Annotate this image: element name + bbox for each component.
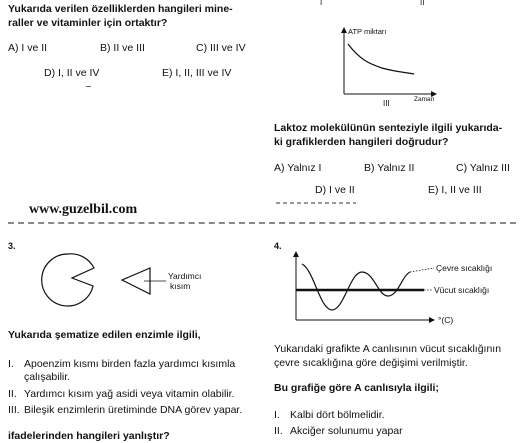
- q3-statement-1: [8, 358, 235, 370]
- q3-statement-3: [8, 404, 242, 416]
- option-b[interactable]: B) II ve III: [100, 42, 145, 54]
- legend-environment-temperature: Çevre sıcaklığı: [436, 263, 493, 273]
- faded-text-strip: [276, 202, 356, 204]
- q4-statement-1: [274, 409, 385, 421]
- q4-statement-1-roman: I.: [274, 409, 280, 421]
- env-legend-leader: [410, 268, 434, 272]
- atp-graph: [330, 22, 440, 102]
- coenzyme-label-line1: Yardımcı: [168, 271, 202, 281]
- option-a[interactable]: A) I ve II: [8, 42, 48, 54]
- coenzyme-label-line2: kısım: [170, 281, 191, 291]
- question-3-number: 3.: [8, 241, 16, 251]
- website-label: www.guzelbil.com: [29, 202, 138, 217]
- question-3-footer: ifadelerinden hangileri yanlıştır?: [8, 430, 170, 442]
- question-top-left-line1: Yukarıda verilen özelliklerden hangileri mine-: [8, 3, 233, 15]
- option-b-right[interactable]: B) Yalnız II: [364, 162, 415, 174]
- q3-statement-1-cont: çalışabilir.: [24, 371, 71, 383]
- option-a-right[interactable]: A) Yalnız I: [274, 162, 322, 174]
- atp-graph-x-label: Zaman: [414, 96, 435, 102]
- q3-statement-3-text: Bileşik enzimlerin üretiminde DNA görev yapar.: [24, 404, 243, 416]
- question-4-number: 4.: [274, 241, 282, 251]
- q3-statement-2-roman: II.: [8, 388, 17, 400]
- question-top-left-line2: raller ve vitaminler için ortaktır?: [8, 17, 168, 29]
- option-c-right[interactable]: C) Yalnız III: [456, 162, 510, 174]
- q3-statement-1-roman: I.: [8, 358, 14, 370]
- legend-body-temperature: Vücut sıcaklığı: [434, 285, 490, 295]
- option-d-right[interactable]: D) I ve II: [315, 184, 355, 196]
- q4-statement-2: [274, 425, 403, 437]
- q4-statement-2-text: Akciğer solunumu yapar: [290, 425, 403, 437]
- q4-text-line2: çevre sıcaklığına göre değişimi verilmiştir.: [274, 357, 468, 369]
- option-c[interactable]: C) III ve IV: [196, 42, 246, 54]
- q4-statement-1-text: Kalbi dört bölmelidir.: [290, 409, 385, 421]
- enzyme-pacman-shape: [42, 254, 94, 306]
- q4-text-line1: Yukarıdaki grafikte A canlısının vücut sıcaklığının: [274, 343, 502, 355]
- stray-mark: [86, 86, 91, 87]
- question-top-right-line2: ki grafiklerden hangileri doğrudur?: [274, 136, 449, 148]
- section-divider: [8, 222, 516, 224]
- temperature-graph: [282, 248, 524, 328]
- question-top-right-line1: Laktoz molekülünün senteziyle ilgili yukarıda-: [274, 122, 503, 134]
- q4-statement-2-roman: II.: [274, 425, 283, 437]
- q3-statement-2-text: Yardımcı kısım yağ asidi veya vitamin olabilir.: [24, 388, 235, 400]
- q3-statement-1-text: Apoenzim kısmı birden fazla yardımcı kısımla: [24, 358, 236, 370]
- q3-statement-2: [8, 388, 234, 400]
- question-4-stem: Bu grafiğe göre A canlısıyla ilgili;: [274, 382, 439, 394]
- q3-statement-3-roman: III.: [8, 404, 20, 416]
- enzyme-diagram: [40, 252, 210, 308]
- option-e-right[interactable]: E) I, II ve III: [428, 184, 482, 196]
- graph-label-ii: II: [420, 0, 425, 7]
- option-d[interactable]: D) I, II ve IV: [44, 67, 100, 79]
- graph-label-i: I: [320, 0, 323, 7]
- atp-graph-y-label: ATP miktarı: [348, 27, 387, 36]
- x-axis-unit: °(C): [438, 315, 454, 325]
- option-e[interactable]: E) I, II, III ve IV: [162, 67, 232, 79]
- atp-graph-curve: [348, 44, 414, 74]
- atp-graph-roman: III: [383, 99, 390, 108]
- environment-temperature-curve: [302, 264, 410, 310]
- question-3-stem: Yukarıda şematize edilen enzimle ilgili,: [8, 329, 201, 341]
